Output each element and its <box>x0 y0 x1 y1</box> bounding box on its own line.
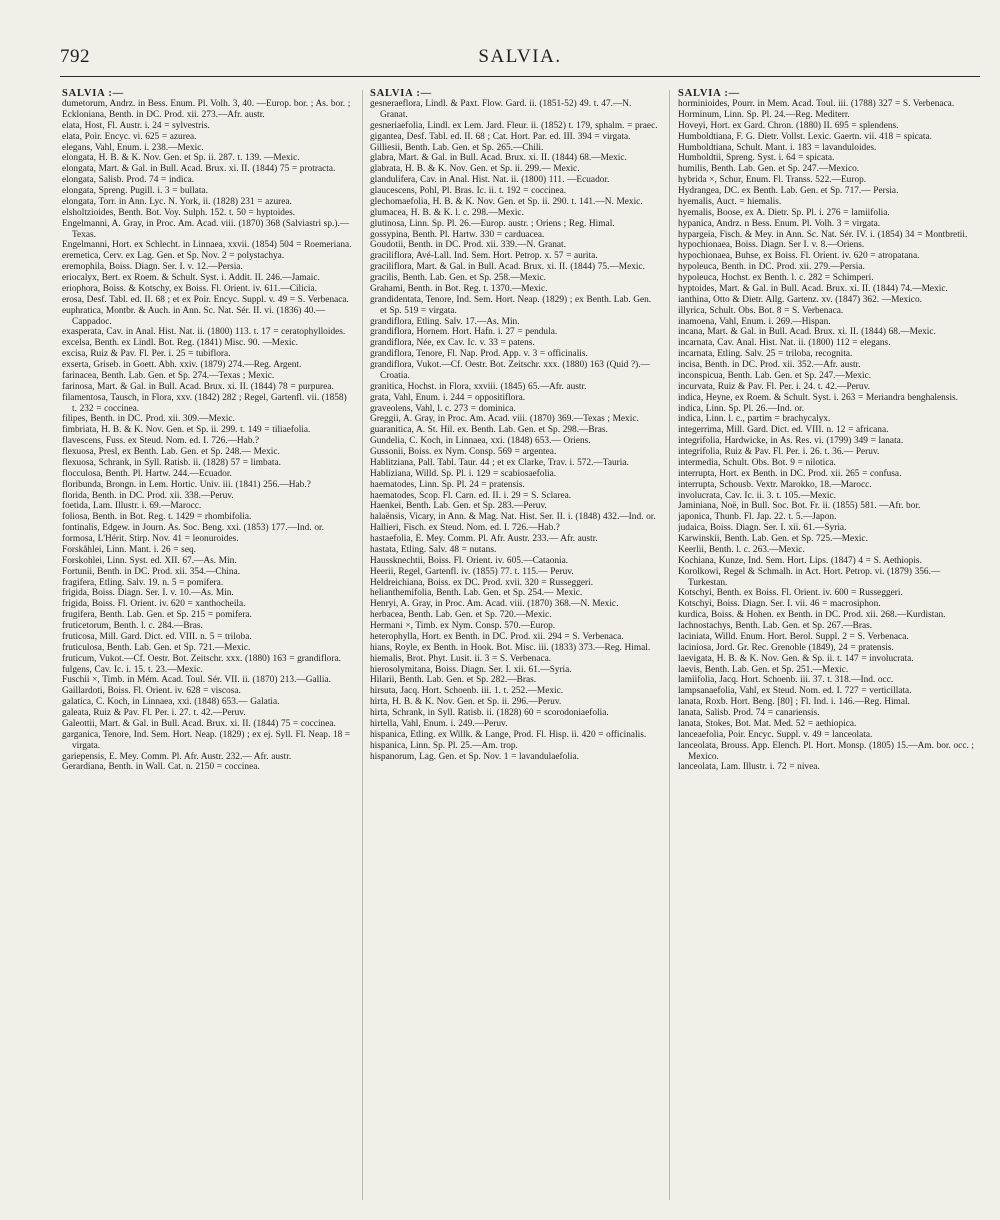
index-entry: integerrima, Mill. Gard. Dict. ed. VIII. n. 12 = africana. <box>678 425 889 436</box>
index-entry: herbacea, Benth. Lab. Gen. et Sp. 720.—Mexic. <box>370 610 552 621</box>
index-entry: eremetica, Cerv. ex Lag. Gen. et Sp. Nov. 2 = polystachya. <box>62 251 285 262</box>
index-entry: excisa, Ruiz & Pav. Fl. Per. i. 25 = tubiflora. <box>62 349 231 360</box>
index-entry: lanceolata, Brouss. App. Elench. Pl. Hort. Monsp. (1805) 15.—Am. bor. occ. ; Mexico. <box>678 740 975 762</box>
column-left <box>62 88 354 773</box>
index-entry: guaranitica, A. St. Hil. ex. Benth. Lab. Gen. et Sp. 298.—Bras. <box>370 425 608 436</box>
index-entry: Haenkei, Benth. Lab. Gen. et Sp. 283.—Peruv. <box>370 501 547 512</box>
index-entry: glandulifera, Cav. in Anal. Hist. Nat. ii. (1800) 111. —Ecuador. <box>370 175 610 186</box>
index-entry: elongata, Spreng. Pugill. i. 3 = bullata. <box>62 186 208 196</box>
index-entry: hypochionaea, Buhse, ex Boiss. Fl. Orient. iv. 620 = atropatana. <box>678 251 920 262</box>
index-entry: Forskåhlei, Linn. Mant. i. 26 = seq. <box>62 544 196 555</box>
index-entry: laevigata, H. B. & K. Nov. Gen. & Sp. ii. t. 147 = involucrata. <box>678 653 914 664</box>
entry-list <box>678 99 978 773</box>
index-entry: grandiflora, Née, ex Cav. Ic. v. 33 = patens. <box>370 338 535 349</box>
index-entry: elongata, Salisb. Prod. 74 = indica. <box>62 175 195 186</box>
page-header <box>60 44 980 74</box>
index-entry: intermedia, Schult. Obs. Bot. 9 = nilotica. <box>678 457 836 468</box>
index-entry: indica, Linn. Sp. Pl. 26.—Ind. or. <box>678 403 805 414</box>
index-entry: grandiflora, Etling. Salv. 17.—As. Min. <box>370 316 520 327</box>
index-entry: Humboldtiana, F. G. Dietr. Vollst. Lexic. Gaertn. vii. 418 = spicata. <box>678 131 932 142</box>
index-entry: Goudotii, Benth. in DC. Prod. xii. 339.—N. Granat. <box>370 240 566 251</box>
index-entry: fulgens, Cav. Ic. i. 15. t. 23.—Mexic. <box>62 664 203 675</box>
index-entry: Humboldtii, Spreng. Syst. i. 64 = spicata. <box>678 153 835 164</box>
index-entry: formosa, L'Hérit. Stirp. Nov. 41 = leonuroides. <box>62 534 239 544</box>
column-heading: SALVIA :— <box>370 88 432 99</box>
index-entry: hispanica, Linn. Sp. Pl. 25.—Am. trop. <box>370 740 518 751</box>
index-entry: Horminum, Linn. Sp. Pl. 24.—Reg. Mediterr. <box>678 109 850 120</box>
index-entry: fontinalis, Edgew. in Journ. As. Soc. Beng. xxi. (1853) 177.—Ind. or. <box>62 523 324 534</box>
index-entry: grandiflora, Vukot.—Cf. Oestr. Bot. Zeitschr. xxx. (1880) 163 (Quid ?).—Croatia. <box>370 360 650 381</box>
index-entry: Gundelia, C. Koch, in Linnaea, xxi. (1848) 653.— Oriens. <box>370 436 591 447</box>
index-entry: lampsanaefolia, Vahl, ex Steud. Nom. ed. I. 727 = verticillata. <box>678 686 912 697</box>
index-entry: glutinosa, Linn. Sp. Pl. 26.—Europ. austr. ; Oriens ; Reg. Himal. <box>370 218 615 229</box>
index-entry: elata, Host, Fl. Austr. i. 24 = sylvestris. <box>62 120 210 131</box>
index-entry: lachnostachys, Benth. Lab. Gen. et Sp. 267.—Bras. <box>678 621 873 631</box>
index-entry: humilis, Benth. Lab. Gen. et Sp. 247.—Mexico. <box>678 164 860 175</box>
index-entry: Kotschyi, Boiss. Diagn. Ser. I. vii. 46 = macrosiphon. <box>678 599 881 610</box>
index-entry: integrifolia, Hardwicke, in As. Res. vi. (1799) 349 = lanata. <box>678 436 904 447</box>
index-entry: incisa, Benth. in DC. Prod. xii. 352.—Afr. austr. <box>678 360 861 370</box>
index-entry: incarnata, Etling. Salv. 25 = triloba, recognita. <box>678 349 853 360</box>
index-entry: garganica, Tenore, Ind. Sem. Hort. Neap. (1829) ; ex ej. Syll. Fl. Neap. 18 = virgata. <box>62 729 351 751</box>
index-entry: flavescens, Fuss. ex Steud. Nom. ed. I. 726.—Hab.? <box>62 436 259 447</box>
column-right <box>678 88 978 773</box>
index-entry: lanceolata, Lam. Illustr. i. 72 = nivea. <box>678 762 820 773</box>
index-entry: interrupta, Schousb. Vextr. Marokko, 18.—Marocc. <box>678 479 872 490</box>
index-entry: frigida, Boiss. Fl. Orient. iv. 620 = xanthocheila. <box>62 599 246 610</box>
index-entry: laevis, Benth. Lab. Gen. et Sp. 251.—Mexic. <box>678 664 849 675</box>
index-entry: Greggii, A. Gray, in Proc. Am. Acad. viii. (1870) 369.—Texas ; Mexic. <box>370 414 639 425</box>
index-entry: lanceaefolia, Poir. Encyc. Suppl. v. 49 = lanceolata. <box>678 729 873 740</box>
index-entry: eriocalyx, Bert. ex Roem. & Schult. Syst. i. Addit. II. 246.—Jamaic. <box>62 273 320 283</box>
index-entry: hypoleuca, Benth. in DC. Prod. xii. 279.—Persia. <box>678 262 865 273</box>
index-entry: ianthina, Otto & Dietr. Allg. Gartenz. xv. (1847) 362. —Mexico. <box>678 294 922 305</box>
index-entry: hastaefolia, E. Mey. Comm. Pl. Afr. Austr. 233.— Afr. austr. <box>370 534 598 544</box>
index-entry: Engelmanni, Hort. ex Schlecht. in Linnaea, xxvii. (1854) 504 = Roemeriana. <box>62 240 352 251</box>
index-entry: hirsuta, Jacq. Hort. Schoenb. iii. 1. t. 252.—Mexic. <box>370 686 564 697</box>
index-entry: Hallieri, Fisch. ex Steud. Nom. ed. I. 726.—Hab.? <box>370 523 560 534</box>
index-entry: Heldreichiana, Boiss. ex DC. Prod. xvii. 320 = Russeggeri. <box>370 577 594 588</box>
index-entry: farinacea, Benth. Lab. Gen. et Sp. 274.—Texas ; Mexic. <box>62 370 275 381</box>
index-entry: glabrata, H. B. & K. Nov. Gen. et Sp. ii. 299.— Mexic. <box>370 164 580 175</box>
entry-list <box>370 99 660 762</box>
index-entry: fruticum, Vukot.—Cf. Oestr. Bot. Zeitschr. xxx. (1880) 163 = grandiflora. <box>62 653 341 664</box>
column-heading: SALVIA :— <box>678 88 740 99</box>
index-entry: florida, Benth. in DC. Prod. xii. 338.—Peruv. <box>62 490 234 501</box>
index-entry: eremophila, Boiss. Diagn. Ser. I. v. 12.—Persia. <box>62 262 243 273</box>
index-entry: frugifera, Benth. Lab. Gen. et Sp. 215 = pomifera. <box>62 610 252 621</box>
index-entry: glaucescens, Pohl, Pl. Bras. Ic. ii. t. 192 = coccinea. <box>370 186 567 196</box>
index-entry: galeata, Ruiz & Pav. Fl. Per. i. 27. t. 42.—Peruv. <box>62 708 246 718</box>
index-entry: Hoveyi, Hort. ex Gard. Chron. (1880) II. 695 = splendens. <box>678 120 899 131</box>
index-entry: Humboldtiana, Schult. Mant. i. 183 = lavanduloides. <box>678 142 877 153</box>
index-entry: hypargeia, Fisch. & Mey. in Ann. Sc. Nat. Sér. IV. i. (1854) 34 = Montbretii. <box>678 229 968 240</box>
index-entry: fruticetorum, Benth. l. c. 284.—Bras. <box>62 621 203 631</box>
index-entry: inconspicua, Benth. Lab. Gen. et Sp. 247.—Mexic. <box>678 370 872 381</box>
index-entry: haematodes, Linn. Sp. Pl. 24 = pratensis. <box>370 479 525 490</box>
index-entry: hirta, Schrank, in Syll. Ratisb. ii. (1828) 60 = scorodoniaefolia. <box>370 708 609 718</box>
index-entry: dumetorum, Andrz. in Bess. Enum. Pl. Volh. 3, 40. —Europ. bor. ; As. bor. ; <box>62 99 351 109</box>
index-entry: haematodes, Scop. Fl. Carn. ed. II. i. 29 = S. Sclarea. <box>370 490 572 501</box>
index-entry: incarnata, Cav. Anal. Hist. Nat. ii. (1800) 112 = elegans. <box>678 338 891 349</box>
index-entry: granitica, Hochst. in Flora, xxviii. (1845) 65.—Afr. austr. <box>370 381 587 392</box>
index-entry: Hablitziana, Pall. Tabl. Taur. 44 ; et ex Clarke, Trav. i. 572.—Tauria. <box>370 457 629 468</box>
header-rule <box>60 76 980 77</box>
index-entry: elongata, H. B. & K. Nov. Gen. et Sp. ii. 287. t. 139. —Mexic. <box>62 153 300 164</box>
index-entry: hierosolymitana, Boiss. Diagn. Ser. I. xii. 61.—Syria. <box>370 664 572 675</box>
index-entry: lamiifolia, Jacq. Hort. Schoenb. iii. 37. t. 318.—Ind. occ. <box>678 675 894 686</box>
index-entry: Korolkowi, Regel & Schmalh. in Act. Hort. Petrop. vi. (1879) 356.—Turkestan. <box>678 566 941 588</box>
index-entry: Engelmanni, A. Gray, in Proc. Am. Acad. viii. (1870) 368 (Salviastri sp.).—Texas. <box>62 218 350 240</box>
index-entry: hastata, Etling. Salv. 48 = nutans. <box>370 544 497 555</box>
index-entry: elongata, Torr. in Ann. Lyc. N. York, ii. (1828) 231 = azurea. <box>62 196 292 207</box>
index-entry: Grahami, Benth. in Bot. Reg. t. 1370.—Mexic. <box>370 283 548 294</box>
index-entry: Galeottii, Mart. & Gal. in Bull. Acad. Brux. xi. II. (1844) 75 = coccinea. <box>62 718 336 729</box>
index-entry: euphratica, Montbr. & Auch. in Ann. Sc. Nat. Sér. II. vi. (1836) 40.—Cappadoc. <box>62 305 326 327</box>
index-entry: Haussknechtii, Boiss. Fl. Orient. iv. 605.—Cataonia. <box>370 555 569 566</box>
column-divider <box>669 90 670 1200</box>
index-entry: Hermani ×, Timb. ex Nym. Consp. 570.—Europ. <box>370 621 556 631</box>
index-entry: grandiflora, Hornem. Hort. Hafn. i. 27 = pendula. <box>370 327 558 338</box>
index-entry: hyemalis, Auct. = hiemalis. <box>678 196 782 207</box>
index-entry: graveolens, Vahl, l. c. 273 = dominica. <box>370 403 516 414</box>
index-entry: judaica, Boiss. Diagn. Ser. I. xii. 61.—Syria. <box>678 523 847 534</box>
index-entry: fimbriata, H. B. & K. Nov. Gen. et Sp. ii. 299. t. 149 = tiliaefolia. <box>62 425 311 436</box>
column-heading: SALVIA :— <box>62 88 124 99</box>
column-middle <box>370 88 660 762</box>
index-entry: hyemalis, Boose, ex A. Dietr. Sp. Pl. i. 276 = lamiifolia. <box>678 207 890 218</box>
index-entry: Keerlii, Benth. l. c. 263.—Mexic. <box>678 544 805 555</box>
index-entry: glumacea, H. B. & K. l. c. 298.—Mexic. <box>370 207 524 218</box>
index-entry: Jaminiana, Noë, in Bull. Soc. Bot. Fr. ii. (1855) 581. —Afr. bor. <box>678 501 921 512</box>
index-entry: Gaillardoti, Boiss. Fl. Orient. iv. 628 = viscosa. <box>62 686 241 697</box>
index-entry: Heerii, Regel, Gartenfl. iv. (1855) 77. t. 115.— Peruv. <box>370 566 574 577</box>
index-entry: eriophora, Boiss. & Kotschy, ex Boiss. Fl. Orient. iv. 611.—Cilicia. <box>62 283 317 294</box>
index-entry: foetida, Lam. Illustr. i. 69.—Marocc. <box>62 501 202 512</box>
index-entry: exasperata, Cav. in Anal. Hist. Nat. ii. (1800) 113. t. 17 = ceratophylloides. <box>62 327 346 338</box>
index-entry: Kotschyi, Benth. ex Boiss. Fl. Orient. iv. 600 = Russeggeri. <box>678 588 903 599</box>
index-entry: illyrica, Schult. Obs. Bot. 8 = S. Verbenaca. <box>678 305 844 316</box>
index-entry: hiemalis, Brot. Phyt. Lusit. ii. 3 = S. Verbenaca. <box>370 653 552 664</box>
index-entry: farinosa, Mart. & Gal. in Bull. Acad. Brux. xi. II. (1844) 78 = purpurea. <box>62 381 334 392</box>
index-entry: lanata, Salisb. Prod. 74 = canariensis. <box>678 708 820 718</box>
index-entry: kurdica, Boiss. & Hohen. ex Benth. in DC. Prod. xii. 268.—Kurdistan. <box>678 610 946 621</box>
index-entry: laciniata, Willd. Enum. Hort. Berol. Suppl. 2 = S. Verbenaca. <box>678 631 909 642</box>
index-entry: Gussonii, Boiss. ex Nym. Consp. 569 = argentea. <box>370 447 557 457</box>
index-entry: hypochionaea, Boiss. Diagn. Ser I. v. 8.—Oriens. <box>678 240 865 251</box>
index-entry: hirtella, Vahl, Enum. i. 249.—Peruv. <box>370 718 508 729</box>
index-entry: hypoleuca, Hochst. ex Benth. l. c. 282 = Schimperi. <box>678 273 874 283</box>
index-entry: exserta, Griseb. in Goett. Abh. xxiv. (1879) 274.—Reg. Argent. <box>62 360 302 370</box>
index-entry: inamoena, Vahl, Enum. i. 269.—Hispan. <box>678 316 831 327</box>
index-entry: hians, Royle, ex Benth. in Hook. Bot. Misc. iii. (1833) 373.—Reg. Himal. <box>370 642 651 653</box>
index-entry: indica, Linn. l. c., partim = brachycalyx. <box>678 414 831 425</box>
index-entry: erosa, Desf. Tabl. ed. II. 68 ; et ex Poir. Encyc. Suppl. v. 49 = S. Verbenaca. <box>62 294 349 305</box>
index-entry: filipes, Benth. in DC. Prod. xii. 309.—Mexic. <box>62 414 235 425</box>
index-entry: indica, Heyne, ex Roem. & Schult. Syst. i. 263 = Meriandra benghalensis. <box>678 392 959 403</box>
index-entry: Hilarii, Benth. Lab. Gen. et Sp. 282.—Bras. <box>370 675 537 686</box>
index-entry: Henryi, A. Gray, in Proc. Am. Acad. viii. (1870) 368.—N. Mexic. <box>370 599 619 610</box>
index-entry: filamentosa, Tausch, in Flora, xxv. (1842) 282 ; Regel, Gartenfl. vii. (1858) t. 232 = coccinea. <box>62 392 347 414</box>
index-entry: integrifolia, Ruiz & Pav. Fl. Per. i. 26. t. 36.— Peruv. <box>678 447 880 457</box>
index-entry: elegans, Vahl, Enum. i. 238.—Mexic. <box>62 142 204 153</box>
index-entry: hispanorum, Lag. Gen. et Sp. Nov. 1 = lavandulaefolia. <box>370 751 579 762</box>
index-entry: lanata, Roxb. Hort. Beng. [80] ; Fl. Ind. i. 146.—Reg. Himal. <box>678 697 910 708</box>
index-entry: Habliziana, Willd. Sp. Pl. i. 129 = scabiosaefolia. <box>370 468 557 479</box>
index-entry: japonica, Thunb. Fl. Jap. 22. t. 5.—Japon. <box>678 512 837 523</box>
index-entry: Kochiana, Kunze, Ind. Sem. Hort. Lips. (1847) 4 = S. Aethiopis. <box>678 555 922 566</box>
index-entry: floribunda, Brongn. in Lem. Hortic. Univ. iii. (1841) 256.—Hab.? <box>62 479 311 490</box>
index-entry: lanata, Stokes, Bot. Mat. Med. 52 = aethiopica. <box>678 718 857 729</box>
index-entry: gariepensis, E. Mey. Comm. Pl. Afr. Austr. 232.— Afr. austr. <box>62 751 292 762</box>
index-entry: gesneraeflora, Lindl. & Paxt. Flow. Gard. ii. (1851-52) 49. t. 47.—N. Granat. <box>370 99 632 120</box>
index-entry: interrupta, Hort. ex Benth. in DC. Prod. xii. 265 = confusa. <box>678 468 902 479</box>
index-entry: fruticosa, Mill. Gard. Dict. ed. VIII. n. 5 = triloba. <box>62 631 252 642</box>
index-entry: flexuosa, Schrank, in Syll. Ratisb. ii. (1828) 57 = limbata. <box>62 457 281 468</box>
index-entry: excelsa, Benth. ex Lindl. Bot. Reg. (1841) Misc. 90. —Mexic. <box>62 338 298 349</box>
page-number: 792 <box>60 46 90 67</box>
index-entry: frigida, Boiss. Diagn. Ser. I. v. 10.—As. Min. <box>62 588 234 599</box>
index-entry: laciniosa, Jord. Gr. Rec. Grenoble (1849), 24 = pratensis. <box>678 642 894 653</box>
index-entry: grata, Vahl, Enum. i. 244 = oppositiflora. <box>370 392 526 403</box>
index-entry: elsholtzioides, Benth. Bot. Voy. Sulph. 152. t. 50 = hyptoides. <box>62 207 296 218</box>
index-entry: fragifera, Etling. Salv. 19. n. 5 = pomifera. <box>62 577 224 588</box>
index-entry: incana, Mart. & Gal. in Bull. Acad. Brux. xi. II. (1844) 68.—Mexic. <box>678 327 936 338</box>
index-entry: halaënsis, Vicary, in Ann. & Mag. Nat. Hist. Ser. II. i. (1848) 432.—Ind. or. <box>370 512 656 523</box>
index-entry: Hydrangea, DC. ex Benth. Lab. Gen. et Sp. 717.— Persia. <box>678 186 899 196</box>
index-entry: hispanica, Etling. ex Willk. & Lange, Prod. Fl. Hisp. ii. 420 = officinalis. <box>370 729 647 740</box>
index-entry: incurvata, Ruiz & Pav. Fl. Per. i. 24. t. 42.—Peruv. <box>678 381 870 392</box>
index-entry: elata, Poir. Encyc. vi. 625 = azurea. <box>62 131 197 142</box>
index-entry: glechomaefolia, H. B. & K. Nov. Gen. et Sp. ii. 290. t. 141.—N. Mexic. <box>370 196 643 207</box>
index-entry: grandidentata, Tenore, Ind. Sem. Hort. Neap. (1829) ; ex Benth. Lab. Gen. et Sp. 519 = virgata. <box>370 294 652 316</box>
index-entry: galatica, C. Koch, in Linnaea, xxi. (1848) 653.— Galatia. <box>62 697 280 708</box>
index-entry: grandiflora, Tenore, Fl. Nap. Prod. App. v. 3 = officinalis. <box>370 349 588 360</box>
index-entry: flexuosa, Presl, ex Benth. Lab. Gen. et Sp. 248.— Mexic. <box>62 447 280 457</box>
index-entry: Karwinskii, Benth. Lab. Gen. et Sp. 725.—Mexic. <box>678 534 868 544</box>
index-entry: helianthemifolia, Benth. Lab. Gen. et Sp. 254.— Mexic. <box>370 588 583 599</box>
index-entry: graciliflora, Avé-Lall. Ind. Sem. Hort. Petrop. x. 57 = aurita. <box>370 251 598 262</box>
index-entry: foliosa, Benth. in Bot. Reg. t. 1429 = rhombifolia. <box>62 512 252 523</box>
column-divider <box>362 90 363 1200</box>
index-entry: horminioides, Pourr. in Mem. Acad. Toul. iii. (1788) 327 = S. Verbenaca. <box>678 99 955 109</box>
index-entry: gracilis, Benth. Lab. Gen. et Sp. 258.—Mexic. <box>370 273 546 283</box>
index-entry: gossypina, Benth. Pl. Hartw. 330 = carduacea. <box>370 229 545 240</box>
index-entry: hirta, H. B. & K. Nov. Gen. et Sp. ii. 296.—Peruv. <box>370 697 562 708</box>
index-entry: Fuschii ×, Timb. in Mém. Acad. Toul. Sér. VII. ii. (1870) 213.—Gallia. <box>62 675 331 686</box>
index-entry: heterophylla, Hort. ex Benth. in DC. Prod. xii. 294 = S. Verbenaca. <box>370 631 624 642</box>
index-entry: Forskohlei, Linn. Syst. ed. XII. 67.—As. Min. <box>62 555 237 566</box>
index-entry: Eckloniana, Benth. in DC. Prod. xii. 273.—Afr. austr. <box>62 109 265 120</box>
index-entry: graciliflora, Mart. & Gal. in Bull. Acad. Brux. xi. II. (1844) 75.—Mexic. <box>370 262 645 273</box>
index-entry: flocculosa, Benth. Pl. Hartw. 244.—Ecuador. <box>62 468 232 479</box>
index-entry: hybrida ×, Schur, Enum. Fl. Transs. 522.—Europ. <box>678 175 867 186</box>
index-entry: gigantea, Desf. Tabl. ed. II. 68 ; Cat. Hort. Par. ed. III. 394 = virgata. <box>370 131 631 142</box>
index-entry: Gerardiana, Benth. in Wall. Cat. n. 2150 = coccinea. <box>62 762 260 773</box>
index-entry: hyptoides, Mart. & Gal. in Bull. Acad. Brux. xi. II. (1844) 74.—Mexic. <box>678 283 948 294</box>
entry-list <box>62 99 354 773</box>
index-entry: glabra, Mart. & Gal. in Bull. Acad. Brux. xi. II. (1844) 68.—Mexic. <box>370 153 627 164</box>
index-entry: gesneriaefolia, Lindl. ex Lem. Jard. Fleur. ii. (1852) t. 179, sphalm. = praec. <box>370 120 658 131</box>
index-entry: Fortunii, Benth. in DC. Prod. xii. 354.—China. <box>62 566 241 577</box>
index-entry: involucrata, Cav. Ic. ii. 3. t. 105.—Mexic. <box>678 490 836 501</box>
index-entry: hypanica, Andrz. n Bess. Enum. Pl. Volh. 3 = virgata. <box>678 218 881 229</box>
index-entry: elongata, Mart. & Gal. in Bull. Acad. Brux. xi. II. (1844) 75 = protracta. <box>62 164 336 175</box>
index-entry: fruticulosa, Benth. Lab. Gen. et Sp. 721.—Mexic. <box>62 642 251 653</box>
running-title: SALVIA. <box>478 46 562 67</box>
index-entry: Gilliesii, Benth. Lab. Gen. et Sp. 265.—Chili. <box>370 142 544 153</box>
